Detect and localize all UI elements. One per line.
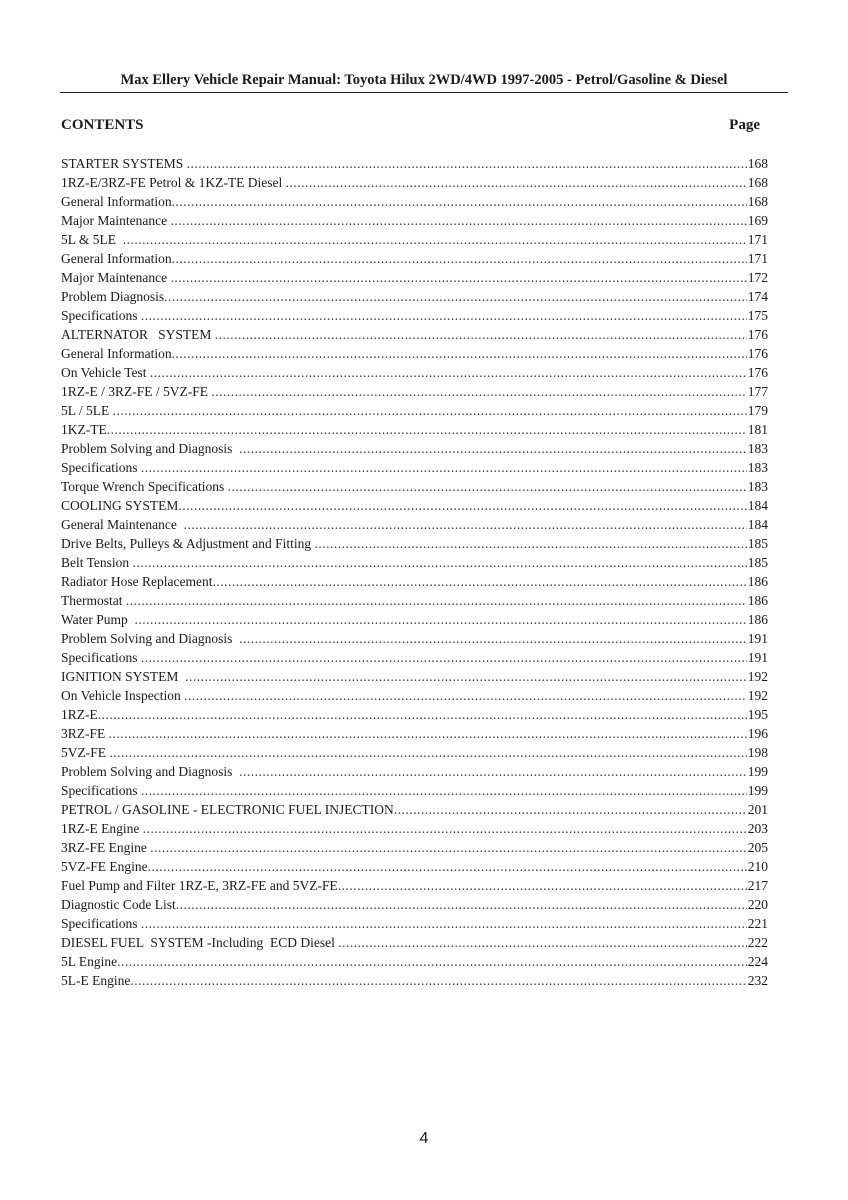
toc-entry-title: Torque Wrench Specifications bbox=[61, 479, 228, 494]
toc-dot-leader bbox=[98, 705, 747, 724]
toc-entry-title: 1RZ-E/3RZ-FE Petrol & 1KZ-TE Diesel bbox=[61, 175, 286, 190]
toc-entry[interactable] bbox=[61, 553, 768, 572]
toc-entry-page: 176 bbox=[747, 365, 768, 380]
toc-dot-leader bbox=[113, 401, 747, 420]
toc-entry-page: 185 bbox=[747, 555, 768, 570]
toc-dot-leader bbox=[239, 762, 747, 781]
running-header: Max Ellery Vehicle Repair Manual: Toyota Hilux 2WD/4WD 1997-2005 - Petrol/Gasoline & Diesel bbox=[120, 72, 728, 88]
toc-dot-leader bbox=[143, 819, 747, 838]
toc-dot-leader bbox=[130, 971, 746, 990]
toc-dot-leader bbox=[239, 629, 747, 648]
toc-entry[interactable] bbox=[61, 762, 768, 781]
toc-entry-page: 172 bbox=[747, 270, 768, 285]
header-rule bbox=[60, 92, 788, 93]
toc-entry[interactable] bbox=[61, 439, 768, 458]
toc-entry-title: Major Maintenance bbox=[61, 213, 171, 228]
toc-entry-page: 195 bbox=[747, 707, 768, 722]
toc-dot-leader bbox=[184, 686, 747, 705]
toc-entry-page: 168 bbox=[747, 194, 768, 209]
toc-dot-leader bbox=[141, 306, 747, 325]
toc-entry[interactable] bbox=[61, 933, 768, 952]
toc-entry-title: On Vehicle Test bbox=[61, 365, 150, 380]
toc-entry-title: 1KZ-TE bbox=[61, 422, 107, 437]
toc-entry-page: 177 bbox=[747, 384, 768, 399]
toc-entry[interactable] bbox=[61, 572, 768, 591]
toc-entry[interactable] bbox=[61, 173, 768, 192]
toc-entry[interactable] bbox=[61, 287, 768, 306]
table-of-contents bbox=[61, 154, 768, 990]
toc-entry-title: Drive Belts, Pulleys & Adjustment and Fitting bbox=[61, 536, 315, 551]
toc-dot-leader bbox=[141, 914, 747, 933]
toc-entry-title: 1RZ-E / 3RZ-FE / 5VZ-FE bbox=[61, 384, 212, 399]
toc-entry[interactable] bbox=[61, 477, 768, 496]
toc-entry-title: IGNITION SYSTEM bbox=[61, 669, 186, 684]
toc-entry-title: Diagnostic Code List bbox=[61, 897, 176, 912]
toc-entry-title: 1RZ-E bbox=[61, 707, 98, 722]
toc-entry-page: 199 bbox=[747, 783, 768, 798]
toc-entry[interactable] bbox=[61, 515, 768, 534]
toc-entry[interactable] bbox=[61, 667, 768, 686]
toc-entry[interactable] bbox=[61, 781, 768, 800]
toc-entry[interactable] bbox=[61, 192, 768, 211]
toc-entry-title: 5VZ-FE Engine bbox=[61, 859, 148, 874]
toc-entry[interactable] bbox=[61, 382, 768, 401]
page-column-heading: Page bbox=[729, 117, 760, 133]
toc-entry[interactable] bbox=[61, 211, 768, 230]
toc-entry-page: 175 bbox=[747, 308, 768, 323]
toc-entry-page: 186 bbox=[747, 574, 768, 589]
toc-entry-title: Specifications bbox=[61, 650, 141, 665]
toc-entry[interactable] bbox=[61, 895, 768, 914]
toc-entry[interactable] bbox=[61, 306, 768, 325]
toc-dot-leader bbox=[141, 781, 747, 800]
toc-entry-page: 205 bbox=[747, 840, 768, 855]
toc-entry-page: 181 bbox=[747, 422, 768, 437]
toc-entry-page: 224 bbox=[747, 954, 768, 969]
toc-dot-leader bbox=[211, 382, 746, 401]
toc-entry-page: 183 bbox=[747, 460, 768, 475]
toc-dot-leader bbox=[109, 724, 747, 743]
toc-entry-title: Thermostat bbox=[61, 593, 126, 608]
toc-dot-leader bbox=[170, 268, 746, 287]
toc-entry-title: Problem Solving and Diagnosis bbox=[61, 441, 240, 456]
toc-entry-title: DIESEL FUEL SYSTEM -Including ECD Diesel bbox=[61, 935, 339, 950]
toc-dot-leader bbox=[338, 876, 747, 895]
toc-dot-leader bbox=[148, 857, 747, 876]
toc-entry[interactable] bbox=[61, 914, 768, 933]
toc-entry-title: STARTER SYSTEMS bbox=[61, 156, 187, 171]
toc-entry[interactable] bbox=[61, 819, 768, 838]
toc-dot-leader bbox=[394, 800, 747, 819]
toc-entry[interactable] bbox=[61, 401, 768, 420]
toc-dot-leader bbox=[176, 895, 747, 914]
toc-dot-leader bbox=[338, 933, 747, 952]
toc-entry-page: 186 bbox=[747, 612, 768, 627]
toc-entry[interactable] bbox=[61, 610, 768, 629]
toc-entry-page: 185 bbox=[747, 536, 768, 551]
toc-entry-page: 196 bbox=[747, 726, 768, 741]
toc-entry-title: Specifications bbox=[61, 916, 141, 931]
toc-dot-leader bbox=[123, 230, 747, 249]
toc-dot-leader bbox=[172, 344, 747, 363]
toc-entry[interactable] bbox=[61, 325, 768, 344]
toc-dot-leader bbox=[187, 154, 747, 173]
toc-entry-title: 5L-E Engine bbox=[61, 973, 131, 988]
toc-entry-page: 179 bbox=[747, 403, 768, 418]
page-number: 4 bbox=[419, 1130, 429, 1147]
toc-entry[interactable] bbox=[61, 458, 768, 477]
toc-entry[interactable] bbox=[61, 363, 768, 382]
toc-dot-leader bbox=[133, 553, 747, 572]
toc-dot-leader bbox=[315, 534, 747, 553]
toc-entry-title: Radiator Hose Replacement bbox=[61, 574, 213, 589]
toc-entry-title: 5L & 5LE bbox=[61, 232, 123, 247]
toc-dot-leader bbox=[135, 610, 747, 629]
toc-dot-leader bbox=[172, 192, 747, 211]
toc-entry-title: General Information bbox=[61, 194, 172, 209]
toc-entry-title: General Maintenance bbox=[61, 517, 184, 532]
toc-entry-page: 169 bbox=[747, 213, 768, 228]
toc-entry-page: 201 bbox=[747, 802, 768, 817]
toc-entry-page: 220 bbox=[747, 897, 768, 912]
toc-entry[interactable] bbox=[61, 534, 768, 553]
toc-dot-leader bbox=[150, 838, 747, 857]
toc-entry-title: Specifications bbox=[61, 460, 141, 475]
toc-entry-title: PETROL / GASOLINE - ELECTRONIC FUEL INJECTION bbox=[61, 802, 394, 817]
toc-entry-title: 5L Engine bbox=[61, 954, 118, 969]
toc-entry[interactable] bbox=[61, 800, 768, 819]
toc-entry-page: 203 bbox=[747, 821, 768, 836]
toc-entry-title: On Vehicle Inspection bbox=[61, 688, 185, 703]
toc-entry[interactable] bbox=[61, 420, 768, 439]
toc-entry-title: 5L / 5LE bbox=[61, 403, 113, 418]
toc-entry-title: Fuel Pump and Filter 1RZ-E, 3RZ-FE and 5VZ-FE bbox=[61, 878, 338, 893]
toc-dot-leader bbox=[150, 363, 747, 382]
toc-entry-page: 198 bbox=[747, 745, 768, 760]
toc-entry[interactable] bbox=[61, 724, 768, 743]
toc-entry-page: 184 bbox=[747, 498, 768, 513]
toc-entry-page: 176 bbox=[747, 346, 768, 361]
toc-entry-page: 171 bbox=[747, 232, 768, 247]
toc-entry[interactable] bbox=[61, 743, 768, 762]
toc-dot-leader bbox=[172, 249, 747, 268]
toc-dot-leader bbox=[141, 648, 747, 667]
toc-entry-title: 5VZ-FE bbox=[61, 745, 110, 760]
toc-entry[interactable] bbox=[61, 591, 768, 610]
toc-dot-leader bbox=[212, 572, 746, 591]
toc-entry-title: Problem Diagnosis bbox=[61, 289, 165, 304]
toc-entry-page: 192 bbox=[747, 688, 768, 703]
toc-dot-leader bbox=[107, 420, 747, 439]
toc-entry-title: 3RZ-FE bbox=[61, 726, 109, 741]
contents-heading: CONTENTS bbox=[61, 117, 144, 133]
toc-entry[interactable] bbox=[61, 648, 768, 667]
toc-entry-page: 171 bbox=[747, 251, 768, 266]
toc-entry[interactable] bbox=[61, 686, 768, 705]
toc-entry-page: 184 bbox=[747, 517, 768, 532]
toc-dot-leader bbox=[239, 439, 747, 458]
toc-dot-leader bbox=[141, 458, 747, 477]
toc-entry-page: 168 bbox=[747, 175, 768, 190]
toc-entry[interactable] bbox=[61, 496, 768, 515]
toc-entry-page: 217 bbox=[747, 878, 768, 893]
toc-entry[interactable] bbox=[61, 249, 768, 268]
toc-entry-title: General Information bbox=[61, 251, 172, 266]
toc-entry[interactable] bbox=[61, 230, 768, 249]
toc-dot-leader bbox=[215, 325, 747, 344]
toc-dot-leader bbox=[286, 173, 747, 192]
toc-entry-title: Problem Solving and Diagnosis bbox=[61, 764, 240, 779]
toc-dot-leader bbox=[164, 287, 747, 306]
toc-entry[interactable] bbox=[61, 876, 768, 895]
toc-entry[interactable] bbox=[61, 705, 768, 724]
toc-entry-page: 183 bbox=[747, 479, 768, 494]
toc-entry-title: Specifications bbox=[61, 783, 141, 798]
toc-dot-leader bbox=[178, 496, 746, 515]
toc-entry[interactable] bbox=[61, 344, 768, 363]
toc-dot-leader bbox=[109, 743, 746, 762]
toc-entry-title: 3RZ-FE Engine bbox=[61, 840, 151, 855]
toc-entry-page: 183 bbox=[747, 441, 768, 456]
toc-entry[interactable] bbox=[61, 857, 768, 876]
toc-entry[interactable] bbox=[61, 629, 768, 648]
toc-dot-leader bbox=[170, 211, 746, 230]
toc-entry-title: Specifications bbox=[61, 308, 141, 323]
toc-entry[interactable] bbox=[61, 268, 768, 287]
toc-entry-page: 232 bbox=[747, 973, 768, 988]
toc-entry-title: Major Maintenance bbox=[61, 270, 171, 285]
toc-dot-leader bbox=[185, 667, 747, 686]
toc-entry-page: 186 bbox=[747, 593, 768, 608]
toc-dot-leader bbox=[228, 477, 747, 496]
toc-entry-title: ALTERNATOR SYSTEM bbox=[61, 327, 215, 342]
toc-dot-leader bbox=[117, 952, 747, 971]
toc-entry[interactable] bbox=[61, 971, 768, 990]
toc-entry-page: 192 bbox=[747, 669, 768, 684]
toc-entry-page: 168 bbox=[747, 156, 768, 171]
toc-dot-leader bbox=[184, 515, 747, 534]
toc-entry-title: Belt Tension bbox=[61, 555, 133, 570]
toc-entry-page: 191 bbox=[747, 631, 768, 646]
toc-entry-page: 210 bbox=[747, 859, 768, 874]
toc-entry-title: Problem Solving and Diagnosis bbox=[61, 631, 240, 646]
toc-entry[interactable] bbox=[61, 154, 768, 173]
toc-entry-title: General Information bbox=[61, 346, 172, 361]
toc-entry-page: 221 bbox=[747, 916, 768, 931]
toc-entry-title: Water Pump bbox=[61, 612, 135, 627]
toc-entry[interactable] bbox=[61, 952, 768, 971]
toc-entry-page: 191 bbox=[747, 650, 768, 665]
toc-entry-page: 174 bbox=[747, 289, 768, 304]
toc-entry-title: COOLING SYSTEM bbox=[61, 498, 179, 513]
toc-entry-page: 176 bbox=[747, 327, 768, 342]
toc-entry-title: 1RZ-E Engine bbox=[61, 821, 143, 836]
toc-entry-page: 199 bbox=[747, 764, 768, 779]
toc-entry-page: 222 bbox=[747, 935, 768, 950]
toc-dot-leader bbox=[126, 591, 747, 610]
toc-entry[interactable] bbox=[61, 838, 768, 857]
